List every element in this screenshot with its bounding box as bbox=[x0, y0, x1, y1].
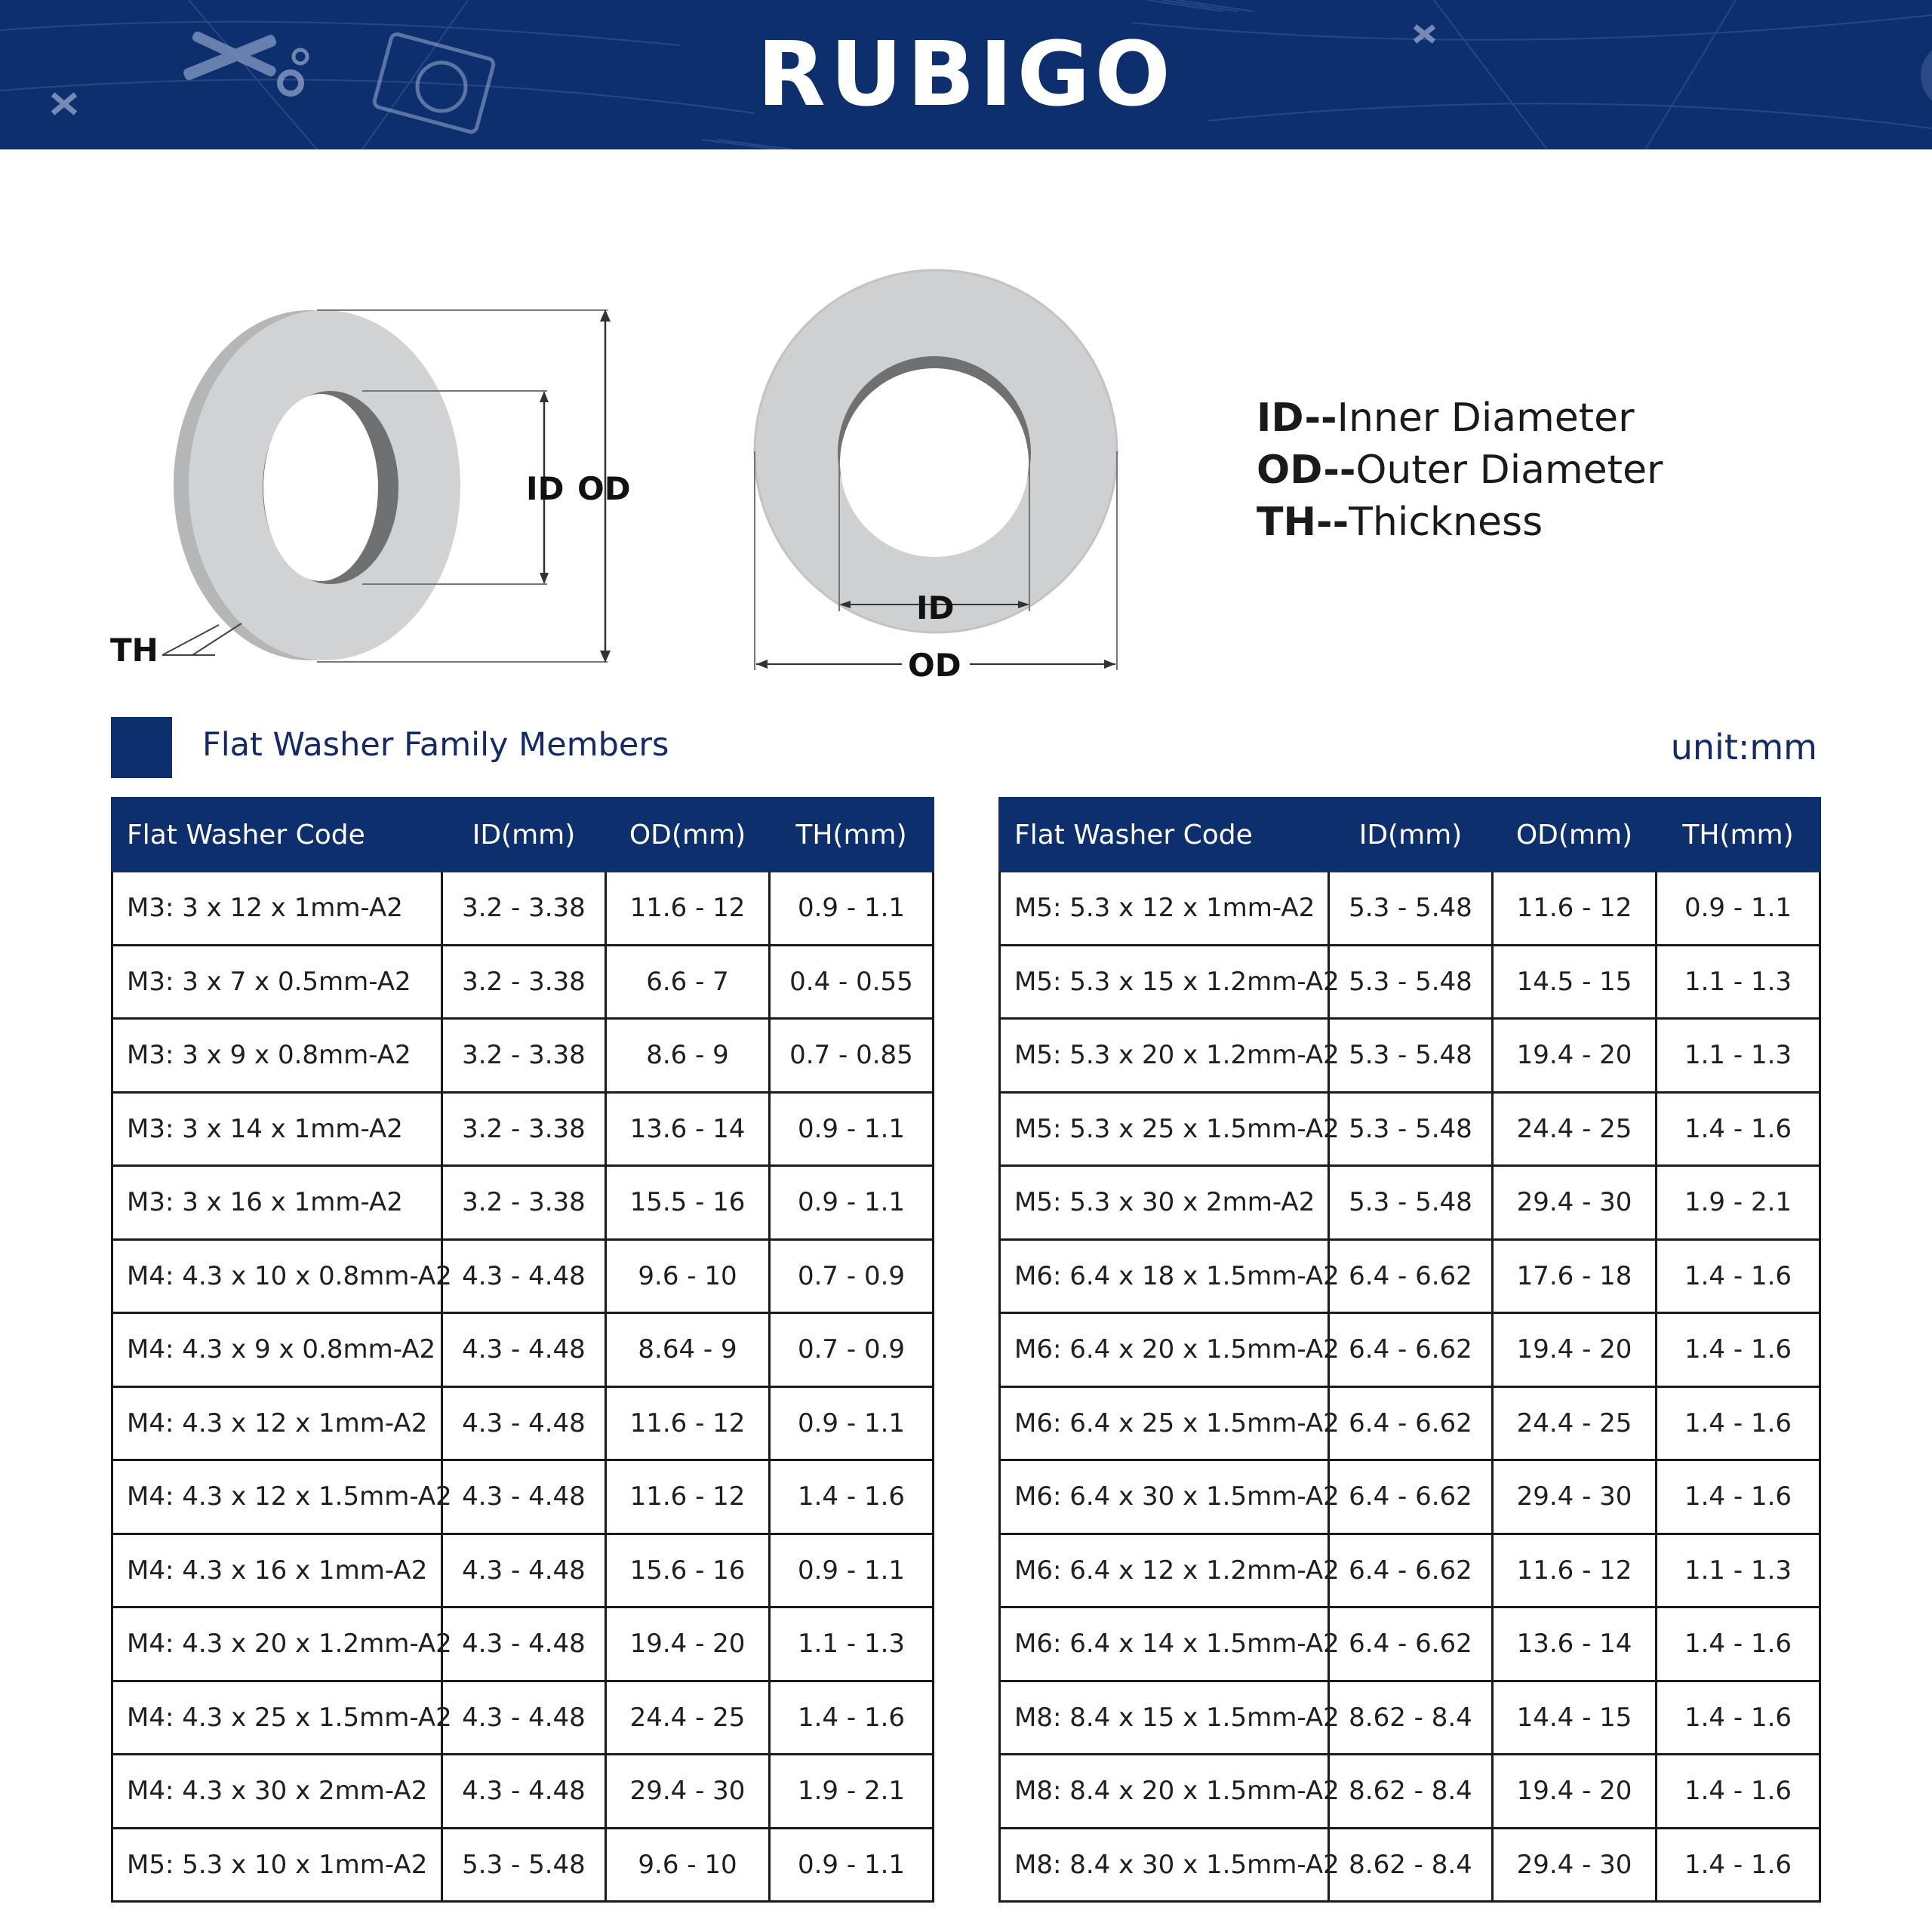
table-row bbox=[1000, 1019, 1820, 1093]
side-id-label: ID bbox=[526, 470, 565, 507]
cell-id: 5.3 - 5.48 bbox=[1329, 872, 1493, 946]
table-row bbox=[112, 1386, 934, 1460]
table-row bbox=[1000, 1239, 1820, 1313]
section-marker bbox=[111, 717, 172, 778]
cell-id: 4.3 - 4.48 bbox=[442, 1534, 606, 1607]
cell-od: 14.4 - 15 bbox=[1493, 1681, 1657, 1755]
table-row bbox=[112, 1313, 934, 1387]
cell-th: 0.9 - 1.1 bbox=[770, 872, 934, 946]
table-row bbox=[1000, 1092, 1820, 1166]
cell-od: 15.6 - 16 bbox=[606, 1534, 770, 1607]
table-row bbox=[1000, 1386, 1820, 1460]
cell-code: M4: 4.3 x 25 x 1.5mm-A2 bbox=[112, 1681, 442, 1755]
cell-id: 3.2 - 3.38 bbox=[442, 945, 606, 1019]
cell-id: 4.3 - 4.48 bbox=[442, 1607, 606, 1681]
table-row bbox=[112, 1828, 934, 1902]
cell-code: M6: 6.4 x 12 x 1.2mm-A2 bbox=[1000, 1534, 1329, 1607]
cell-id: 4.3 - 4.48 bbox=[442, 1239, 606, 1313]
washer-table-right bbox=[998, 797, 1821, 1903]
cell-od: 29.4 - 30 bbox=[606, 1755, 770, 1829]
cell-id: 4.3 - 4.48 bbox=[442, 1313, 606, 1387]
cell-code: M5: 5.3 x 10 x 1mm-A2 bbox=[112, 1828, 442, 1902]
cell-code: M5: 5.3 x 20 x 1.2mm-A2 bbox=[1000, 1019, 1329, 1093]
cell-od: 17.6 - 18 bbox=[1493, 1239, 1657, 1313]
cell-th: 1.4 - 1.6 bbox=[770, 1460, 934, 1534]
cell-id: 5.3 - 5.48 bbox=[1329, 945, 1493, 1019]
cell-th: 1.9 - 2.1 bbox=[1657, 1166, 1820, 1240]
cell-id: 4.3 - 4.48 bbox=[442, 1681, 606, 1755]
cell-od: 29.4 - 30 bbox=[1493, 1166, 1657, 1240]
cell-code: M3: 3 x 14 x 1mm-A2 bbox=[112, 1092, 442, 1166]
cell-id: 6.4 - 6.62 bbox=[1329, 1607, 1493, 1681]
cell-id: 6.4 - 6.62 bbox=[1329, 1239, 1493, 1313]
cell-id: 5.3 - 5.48 bbox=[1329, 1166, 1493, 1240]
cell-th: 1.4 - 1.6 bbox=[770, 1681, 934, 1755]
header-od: OD(mm) bbox=[606, 798, 770, 872]
table-row bbox=[1000, 1313, 1820, 1387]
cell-th: 1.1 - 1.3 bbox=[1657, 945, 1820, 1019]
cell-th: 0.9 - 1.1 bbox=[770, 1534, 934, 1607]
cell-od: 19.4 - 20 bbox=[1493, 1313, 1657, 1387]
table-row bbox=[1000, 1460, 1820, 1534]
cell-th: 0.4 - 0.55 bbox=[770, 945, 934, 1019]
cell-id: 8.62 - 8.4 bbox=[1329, 1828, 1493, 1902]
cell-code: M8: 8.4 x 30 x 1.5mm-A2 bbox=[1000, 1828, 1329, 1902]
cell-code: M5: 5.3 x 15 x 1.2mm-A2 bbox=[1000, 945, 1329, 1019]
cell-th: 1.4 - 1.6 bbox=[1657, 1092, 1820, 1166]
cell-code: M6: 6.4 x 25 x 1.5mm-A2 bbox=[1000, 1386, 1329, 1460]
table-row bbox=[112, 1681, 934, 1755]
cell-id: 8.62 - 8.4 bbox=[1329, 1755, 1493, 1829]
header-th: TH(mm) bbox=[770, 798, 934, 872]
cell-od: 11.6 - 12 bbox=[606, 872, 770, 946]
cell-id: 3.2 - 3.38 bbox=[442, 1166, 606, 1240]
cell-code: M4: 4.3 x 30 x 2mm-A2 bbox=[112, 1755, 442, 1829]
cell-od: 9.6 - 10 bbox=[606, 1239, 770, 1313]
cell-od: 29.4 - 30 bbox=[1493, 1460, 1657, 1534]
cell-code: M4: 4.3 x 16 x 1mm-A2 bbox=[112, 1534, 442, 1607]
cell-code: M6: 6.4 x 18 x 1.5mm-A2 bbox=[1000, 1239, 1329, 1313]
front-od-label: OD bbox=[908, 647, 961, 684]
cell-code: M4: 4.3 x 12 x 1.5mm-A2 bbox=[112, 1460, 442, 1534]
cell-id: 3.2 - 3.38 bbox=[442, 872, 606, 946]
cell-id: 4.3 - 4.48 bbox=[442, 1460, 606, 1534]
cell-id: 5.3 - 5.48 bbox=[1329, 1092, 1493, 1166]
cell-id: 6.4 - 6.62 bbox=[1329, 1534, 1493, 1607]
header-id: ID(mm) bbox=[1329, 798, 1493, 872]
cell-od: 13.6 - 14 bbox=[1493, 1607, 1657, 1681]
cell-th: 0.9 - 1.1 bbox=[770, 1092, 934, 1166]
side-th-label: TH bbox=[110, 632, 158, 669]
header-code: Flat Washer Code bbox=[112, 798, 442, 872]
cell-code: M5: 5.3 x 30 x 2mm-A2 bbox=[1000, 1166, 1329, 1240]
front-id-label: ID bbox=[916, 589, 955, 626]
cell-code: M8: 8.4 x 15 x 1.5mm-A2 bbox=[1000, 1681, 1329, 1755]
side-od-label: OD bbox=[577, 470, 631, 507]
cell-th: 0.7 - 0.9 bbox=[770, 1313, 934, 1387]
table-row bbox=[1000, 1755, 1820, 1829]
cell-od: 8.64 - 9 bbox=[606, 1313, 770, 1387]
table-row bbox=[112, 1607, 934, 1681]
cell-od: 8.6 - 9 bbox=[606, 1019, 770, 1093]
header-od: OD(mm) bbox=[1493, 798, 1657, 872]
cell-th: 1.1 - 1.3 bbox=[1657, 1534, 1820, 1607]
cell-id: 6.4 - 6.62 bbox=[1329, 1313, 1493, 1387]
cell-code: M5: 5.3 x 25 x 1.5mm-A2 bbox=[1000, 1092, 1329, 1166]
cell-od: 24.4 - 25 bbox=[1493, 1092, 1657, 1166]
cell-th: 1.4 - 1.6 bbox=[1657, 1460, 1820, 1534]
legend-item-od: OD--Outer Diameter bbox=[1257, 448, 1663, 493]
table-row bbox=[1000, 872, 1820, 946]
cell-id: 6.4 - 6.62 bbox=[1329, 1386, 1493, 1460]
cell-th: 0.9 - 1.1 bbox=[770, 1828, 934, 1902]
table-row bbox=[112, 945, 934, 1019]
table-row bbox=[1000, 1534, 1820, 1607]
cell-code: M8: 8.4 x 20 x 1.5mm-A2 bbox=[1000, 1755, 1329, 1829]
cell-od: 19.4 - 20 bbox=[1493, 1019, 1657, 1093]
header-id: ID(mm) bbox=[442, 798, 606, 872]
cell-code: M4: 4.3 x 9 x 0.8mm-A2 bbox=[112, 1313, 442, 1387]
cell-od: 24.4 - 25 bbox=[606, 1681, 770, 1755]
cell-od: 14.5 - 15 bbox=[1493, 945, 1657, 1019]
cell-od: 9.6 - 10 bbox=[606, 1828, 770, 1902]
cell-code: M6: 6.4 x 14 x 1.5mm-A2 bbox=[1000, 1607, 1329, 1681]
cell-code: M5: 5.3 x 12 x 1mm-A2 bbox=[1000, 872, 1329, 946]
legend-item-th: TH--Thickness bbox=[1257, 500, 1543, 545]
cell-th: 1.4 - 1.6 bbox=[1657, 1681, 1820, 1755]
cell-od: 11.6 - 12 bbox=[606, 1460, 770, 1534]
table-row bbox=[112, 1534, 934, 1607]
cell-od: 13.6 - 14 bbox=[606, 1092, 770, 1166]
cell-od: 11.6 - 12 bbox=[1493, 1534, 1657, 1607]
cell-od: 19.4 - 20 bbox=[606, 1607, 770, 1681]
table-row bbox=[1000, 945, 1820, 1019]
cell-th: 1.4 - 1.6 bbox=[1657, 1386, 1820, 1460]
brand-logo: RUBIGO bbox=[757, 22, 1175, 126]
header-code: Flat Washer Code bbox=[1000, 798, 1329, 872]
table-row bbox=[112, 1092, 934, 1166]
cell-od: 24.4 - 25 bbox=[1493, 1386, 1657, 1460]
cell-code: M3: 3 x 7 x 0.5mm-A2 bbox=[112, 945, 442, 1019]
cell-id: 3.2 - 3.38 bbox=[442, 1019, 606, 1093]
cell-id: 5.3 - 5.48 bbox=[442, 1828, 606, 1902]
cell-od: 6.6 - 7 bbox=[606, 945, 770, 1019]
cell-code: M3: 3 x 12 x 1mm-A2 bbox=[112, 872, 442, 946]
cell-code: M3: 3 x 9 x 0.8mm-A2 bbox=[112, 1019, 442, 1093]
cell-id: 4.3 - 4.48 bbox=[442, 1755, 606, 1829]
cell-id: 6.4 - 6.62 bbox=[1329, 1460, 1493, 1534]
cell-od: 11.6 - 12 bbox=[1493, 872, 1657, 946]
cell-id: 3.2 - 3.38 bbox=[442, 1092, 606, 1166]
table-row bbox=[112, 872, 934, 946]
cell-code: M6: 6.4 x 30 x 1.5mm-A2 bbox=[1000, 1460, 1329, 1534]
table-row bbox=[1000, 1681, 1820, 1755]
cell-th: 0.9 - 1.1 bbox=[1657, 872, 1820, 946]
cell-th: 1.1 - 1.3 bbox=[1657, 1019, 1820, 1093]
cell-id: 8.62 - 8.4 bbox=[1329, 1681, 1493, 1755]
cell-th: 0.7 - 0.9 bbox=[770, 1239, 934, 1313]
washer-table-left bbox=[111, 797, 934, 1903]
unit-label: unit:mm bbox=[1670, 727, 1817, 768]
table-header-row bbox=[1000, 798, 1820, 872]
dimension-legend bbox=[1257, 392, 1663, 549]
table-row bbox=[112, 1166, 934, 1240]
cell-od: 29.4 - 30 bbox=[1493, 1828, 1657, 1902]
cell-od: 15.5 - 16 bbox=[606, 1166, 770, 1240]
cell-od: 11.6 - 12 bbox=[606, 1386, 770, 1460]
table-row bbox=[1000, 1828, 1820, 1902]
cell-code: M4: 4.3 x 10 x 0.8mm-A2 bbox=[112, 1239, 442, 1313]
cell-th: 1.1 - 1.3 bbox=[770, 1607, 934, 1681]
cell-th: 1.4 - 1.6 bbox=[1657, 1828, 1820, 1902]
cell-od: 19.4 - 20 bbox=[1493, 1755, 1657, 1829]
section-title: Flat Washer Family Members bbox=[202, 726, 669, 764]
cell-th: 0.7 - 0.85 bbox=[770, 1019, 934, 1093]
cell-th: 1.4 - 1.6 bbox=[1657, 1755, 1820, 1829]
cell-code: M4: 4.3 x 20 x 1.2mm-A2 bbox=[112, 1607, 442, 1681]
cell-code: M6: 6.4 x 20 x 1.5mm-A2 bbox=[1000, 1313, 1329, 1387]
table-row bbox=[1000, 1607, 1820, 1681]
cell-th: 1.9 - 2.1 bbox=[770, 1755, 934, 1829]
cell-th: 1.4 - 1.6 bbox=[1657, 1239, 1820, 1313]
table-row bbox=[112, 1755, 934, 1829]
cell-th: 0.9 - 1.1 bbox=[770, 1386, 934, 1460]
table-row bbox=[112, 1460, 934, 1534]
cell-id: 4.3 - 4.48 bbox=[442, 1386, 606, 1460]
table-header-row bbox=[112, 798, 934, 872]
cell-th: 0.9 - 1.1 bbox=[770, 1166, 934, 1240]
table-row bbox=[1000, 1166, 1820, 1240]
table-row bbox=[112, 1019, 934, 1093]
header-banner bbox=[0, 0, 1932, 149]
cell-th: 1.4 - 1.6 bbox=[1657, 1607, 1820, 1681]
table-row bbox=[112, 1239, 934, 1313]
cell-th: 1.4 - 1.6 bbox=[1657, 1313, 1820, 1387]
cell-code: M4: 4.3 x 12 x 1mm-A2 bbox=[112, 1386, 442, 1460]
legend-item-id: ID--Inner Diameter bbox=[1257, 395, 1635, 441]
cell-code: M3: 3 x 16 x 1mm-A2 bbox=[112, 1166, 442, 1240]
header-th: TH(mm) bbox=[1657, 798, 1820, 872]
cell-id: 5.3 - 5.48 bbox=[1329, 1019, 1493, 1093]
